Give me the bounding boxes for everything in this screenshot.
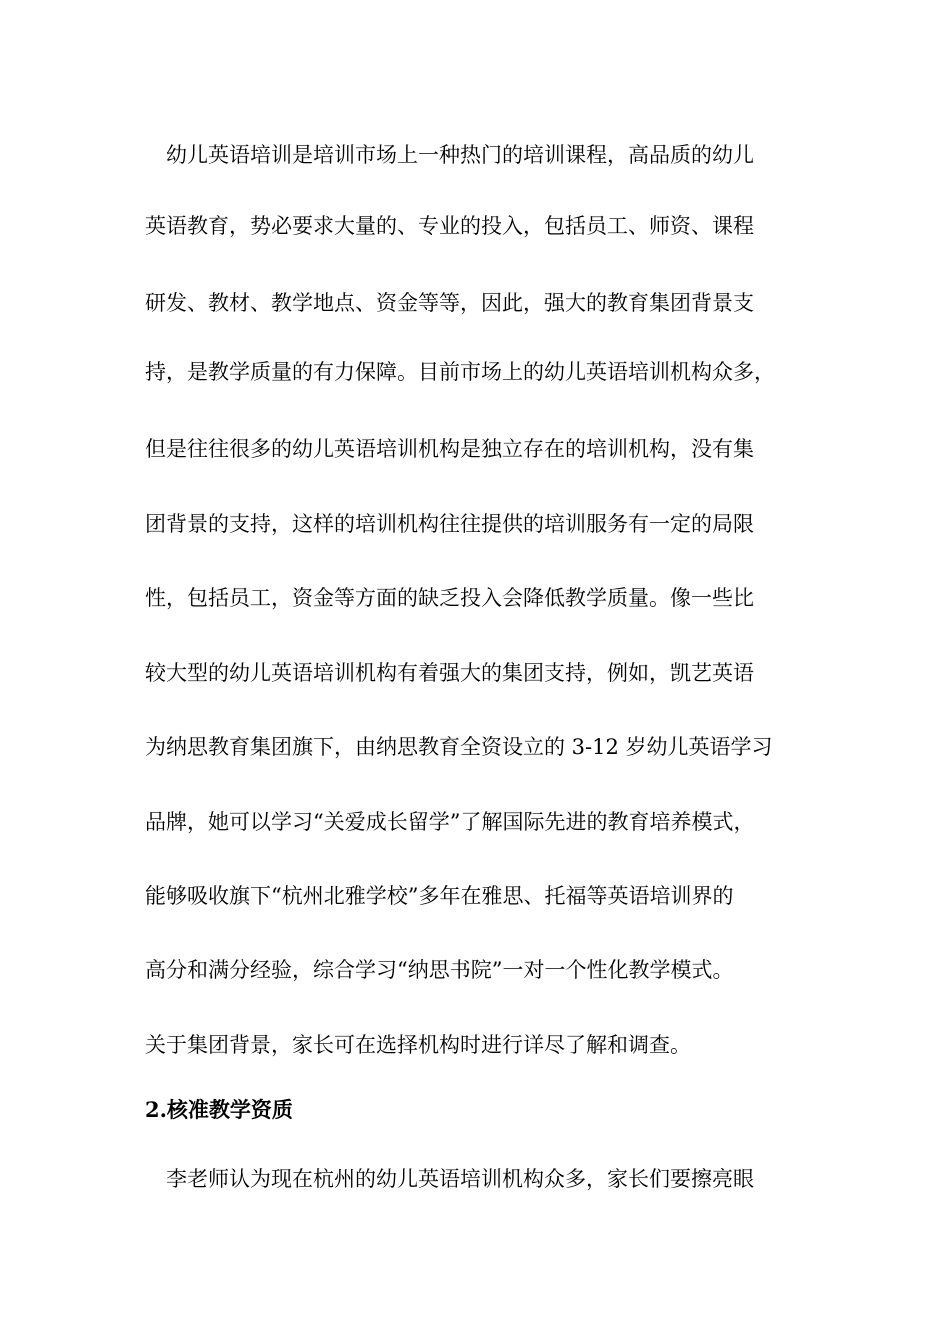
text-line: 团背景的支持，这样的培训机构往往提供的培训服务有一定的局限	[145, 512, 754, 536]
section-heading: 2.核准教学资质	[145, 1097, 293, 1122]
text-line: 幼儿英语培训是培训市场上一种热门的培训课程，高品质的幼儿	[166, 143, 754, 167]
text-line: 但是往往很多的幼儿英语培训机构是独立存在的培训机构，没有集	[145, 437, 754, 461]
text-line: 持，是教学质量的有力保障。目前市场上的幼儿英语培训机构众多，	[145, 360, 775, 384]
text-line: 品牌，她可以学习“关爱成长留学”了解国际先进的教育培养模式，	[145, 810, 755, 834]
text-line: 较大型的幼儿英语培训机构有着强大的集团支持，例如，凯艺英语	[145, 661, 754, 685]
text-line: 关于集团背景，家长可在选择机构时进行详尽了解和调查。	[145, 1033, 691, 1057]
text-line: 高分和满分经验，综合学习“纳思书院”一对一个性化教学模式。	[145, 958, 734, 982]
text-line: 李老师认为现在杭州的幼儿英语培训机构众多，家长们要擦亮眼	[166, 1167, 754, 1191]
text-line: 能够吸收旗下“杭州北雅学校”多年在雅思、托福等英语培训界的	[145, 884, 734, 908]
text-line: 研发、教材、教学地点、资金等等，因此，强大的教育集团背景支	[145, 291, 754, 315]
text-line: 为纳思教育集团旗下，由纳思教育全资设立的 3-12 岁幼儿英语学习	[145, 735, 773, 759]
text-line: 性，包括员工，资金等方面的缺乏投入会降低教学质量。像一些比	[145, 586, 754, 610]
text-line: 英语教育，势必要求大量的、专业的投入，包括员工、师资、课程	[145, 214, 754, 238]
